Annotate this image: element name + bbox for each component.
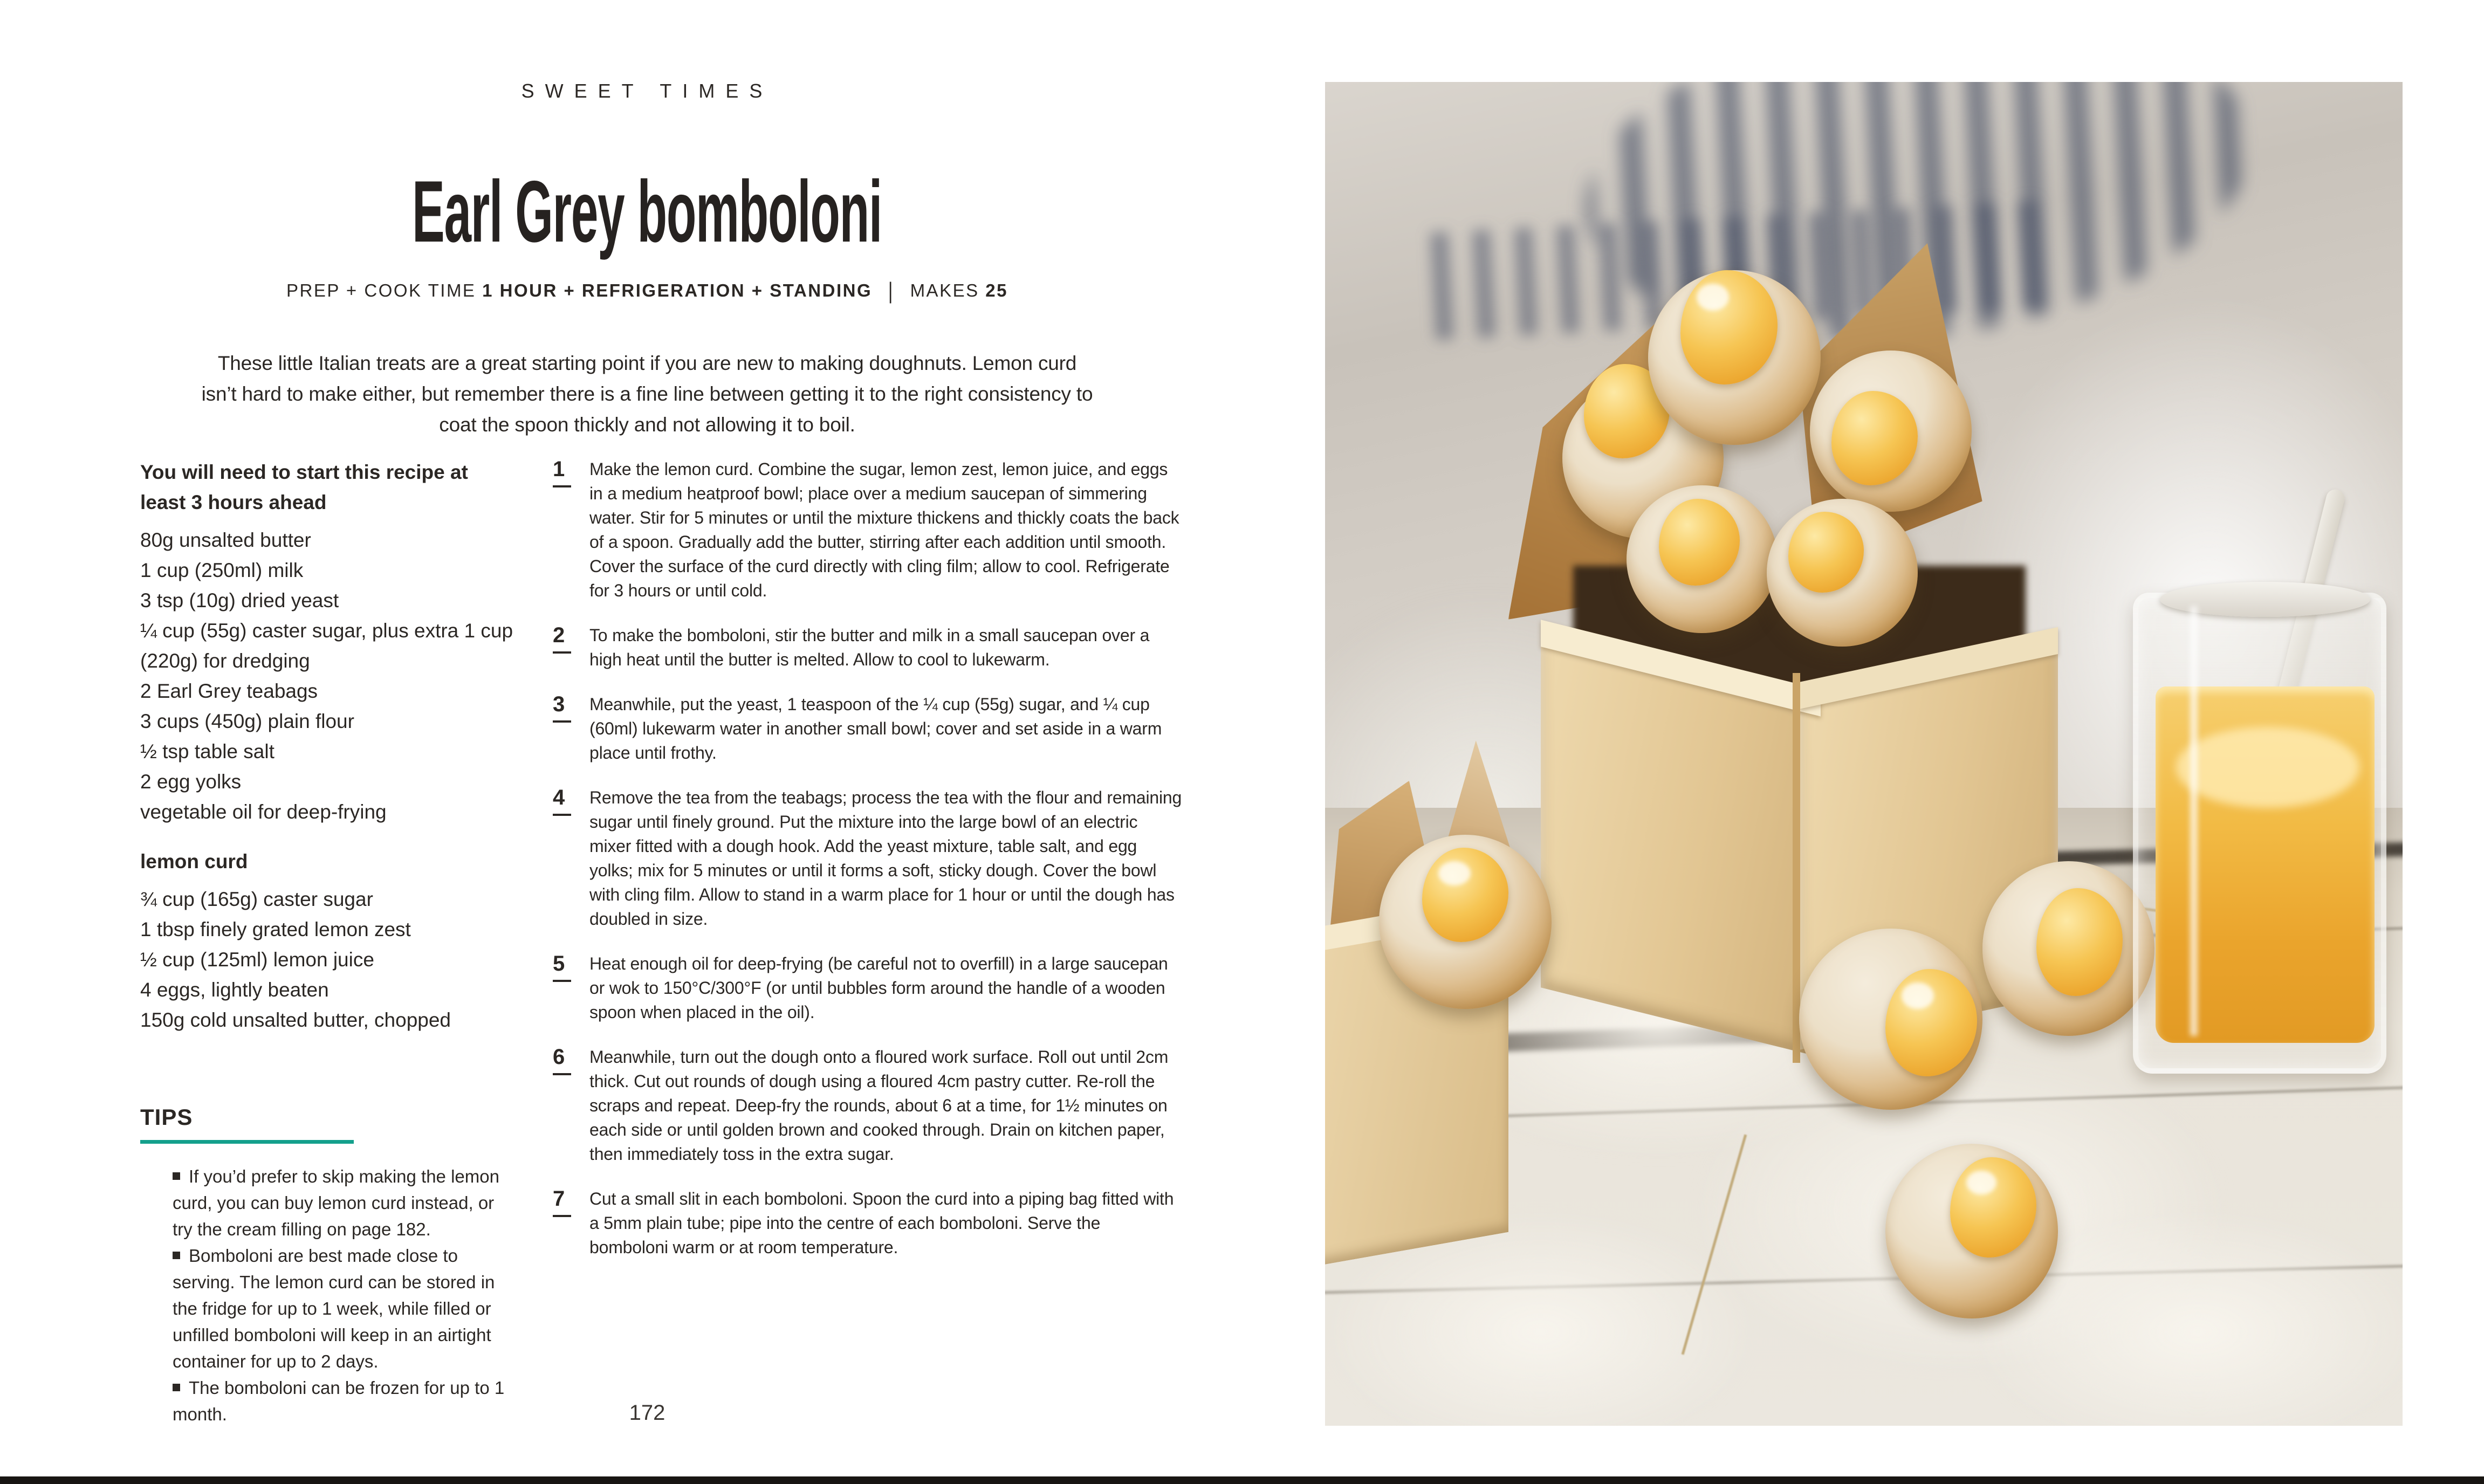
step-text: Make the lemon curd. Combine the sugar, lemon zest, lemon juice, and eggs in a medium heatproof bowl; place over a medium saucepan of simmering water. Stir for 5 minutes or until the mixture thickens and thickly coats the back of a spoon. Gradually add the butter, stirring after each addition until smooth. Cover the surface of the curd directly with cling film; allow to cool. Refrigerate for 3 hours or until cold. bbox=[589, 459, 1179, 600]
ingredient-item: 2 egg yolks bbox=[140, 771, 242, 793]
page-bottom-edge bbox=[0, 1476, 2484, 1484]
step-text: To make the bomboloni, stir the butter and milk in a small saucepan over a high heat until the butter is melted. Allow to cool to lukewarm. bbox=[589, 626, 1150, 669]
step-number: 1 bbox=[553, 457, 571, 487]
step-number: 2 bbox=[553, 623, 571, 654]
step-row bbox=[553, 1045, 1189, 1166]
curd-gloss bbox=[1438, 861, 1471, 885]
tip-item bbox=[173, 1242, 518, 1375]
ingredient-item: 80g unsalted butter bbox=[140, 529, 311, 551]
page-number: 172 bbox=[629, 1401, 665, 1425]
meta-separator: | bbox=[888, 277, 894, 304]
bomboloni-photo bbox=[1325, 82, 2403, 1426]
step-row bbox=[553, 692, 1189, 765]
tip-text: The bomboloni can be frozen for up to 1 month. bbox=[173, 1378, 505, 1424]
ingredients-column bbox=[140, 457, 518, 1035]
tip-item bbox=[173, 1163, 518, 1242]
ingredient-item: 150g cold unsalted butter, chopped bbox=[140, 1009, 451, 1031]
tips-list bbox=[173, 1163, 518, 1427]
ingredients-list-lemon-curd bbox=[140, 884, 518, 1035]
tips-accent-rule bbox=[140, 1140, 354, 1144]
page-title bbox=[0, 162, 1294, 264]
step-number: 4 bbox=[553, 786, 571, 816]
lemon-curd-heading: lemon curd bbox=[140, 850, 248, 872]
step-number: 6 bbox=[553, 1045, 571, 1075]
tip-text: If you’d prefer to skip making the lemon curd, you can buy lemon curd instead, or try the cream filling on page 182. bbox=[173, 1166, 499, 1239]
step-row bbox=[553, 952, 1189, 1025]
bullet-square-icon bbox=[173, 1252, 180, 1259]
ingredient-item: 3 cups (450g) plain flour bbox=[140, 710, 354, 732]
curd-swirl-highlight bbox=[2176, 727, 2359, 808]
section-header: SWEET TIMES bbox=[521, 80, 773, 102]
makes-value: 25 bbox=[985, 280, 1008, 300]
ingredient-item: 1 cup (250ml) milk bbox=[140, 559, 304, 581]
step-text: Heat enough oil for deep-frying (be careful not to overfill) in a large saucepan or wok to 150°C/300°F (or until bubbles form around the handle of a wooden spoon when placed in the oil). bbox=[589, 954, 1168, 1022]
step-text: Remove the tea from the teabags; process the tea with the flour and remaining sugar until finely ground. Put the mixture into the large bowl of an electric mixer fitted with a dough hook. Add the yeast mixture, table salt, and egg yolks; mix for 5 minutes or until it forms a soft, sticky dough. Cover the bowl with cling film. Allow to stand in a warm place for 1 hour or until the dough has doubled in size. bbox=[589, 788, 1182, 929]
ingredient-item: 1 tbsp finely grated lemon zest bbox=[140, 918, 411, 940]
step-text: Meanwhile, turn out the dough onto a floured work surface. Roll out until 2cm thick. Cut out rounds of dough using a floured 4cm pastry cutter. Re-roll the scraps and repeat. Deep-fry the rounds, about 6 at a time, for 1½ minutes on each side or until golden brown and cooked through. Drain on kitchen paper, then immediately toss in the extra sugar. bbox=[589, 1047, 1169, 1164]
ingredient-item: ¾ cup (165g) caster sugar bbox=[140, 888, 373, 910]
step-row bbox=[553, 1187, 1189, 1260]
prep-label: PREP + COOK TIME bbox=[286, 280, 476, 300]
curd-gloss bbox=[1966, 1171, 1996, 1195]
step-row bbox=[553, 623, 1189, 672]
curd-gloss bbox=[1902, 983, 1934, 1009]
step-number: 7 bbox=[553, 1187, 571, 1217]
recipe-title: Earl Grey bomboloni bbox=[412, 163, 882, 260]
tips-heading: TIPS bbox=[140, 1104, 193, 1130]
prep-value: 1 HOUR + REFRIGERATION + STANDING bbox=[482, 280, 873, 300]
bullet-square-icon bbox=[173, 1384, 180, 1391]
ingredient-item: 4 eggs, lightly beaten bbox=[140, 979, 329, 1001]
step-number: 5 bbox=[553, 952, 571, 982]
ingredient-item: ½ cup (125ml) lemon juice bbox=[140, 949, 374, 971]
tip-text: Bomboloni are best made close to serving. The lemon curd can be stored in the fridge for up to 1 week, while filled or unfilled bomboloni will keep in an airtight container for up to 2 days. bbox=[173, 1246, 495, 1371]
recipe-intro: These little Italian treats are a great starting point if you are new to making doughnuts. Lemon curd isn’t hard to make either, but remember there is a fine line between getting it to the right consistency to coat the spoon thickly and not allowing it to boil. bbox=[201, 352, 1093, 436]
step-number: 3 bbox=[553, 692, 571, 723]
basket-corner-post bbox=[1793, 673, 1800, 1063]
step-text: Cut a small slit in each bomboloni. Spoon the curd into a piping bag fitted with a 5mm plain tube; pipe into the centre of each bomboloni. Serve the bomboloni warm or at room temperature. bbox=[589, 1189, 1174, 1257]
ingredients-lead-heading: You will need to start this recipe at least 3 hours ahead bbox=[140, 461, 468, 513]
step-row bbox=[553, 457, 1189, 603]
ingredient-item: ½ tsp table salt bbox=[140, 740, 275, 762]
ingredient-item: 3 tsp (10g) dried yeast bbox=[140, 589, 339, 612]
ingredient-item: ¼ cup (55g) caster sugar, plus extra 1 cup (220g) for dredging bbox=[140, 620, 513, 672]
method-steps bbox=[553, 457, 1189, 1280]
step-text: Meanwhile, put the yeast, 1 teaspoon of the ¼ cup (55g) sugar, and ¼ cup (60ml) lukewarm water in another small bowl; cover and set aside in a warm place until frothy. bbox=[589, 695, 1162, 762]
tips-section bbox=[140, 1104, 523, 1427]
step-row bbox=[553, 786, 1189, 931]
bullet-square-icon bbox=[173, 1172, 180, 1180]
ingredient-item: vegetable oil for deep-frying bbox=[140, 801, 387, 823]
makes-label: MAKES bbox=[910, 280, 979, 300]
recipe-meta bbox=[0, 277, 1294, 304]
ingredients-list-main bbox=[140, 525, 518, 827]
curd-gloss bbox=[1697, 284, 1729, 311]
ingredient-item: 2 Earl Grey teabags bbox=[140, 680, 318, 702]
glass-reflection bbox=[2190, 606, 2198, 1036]
